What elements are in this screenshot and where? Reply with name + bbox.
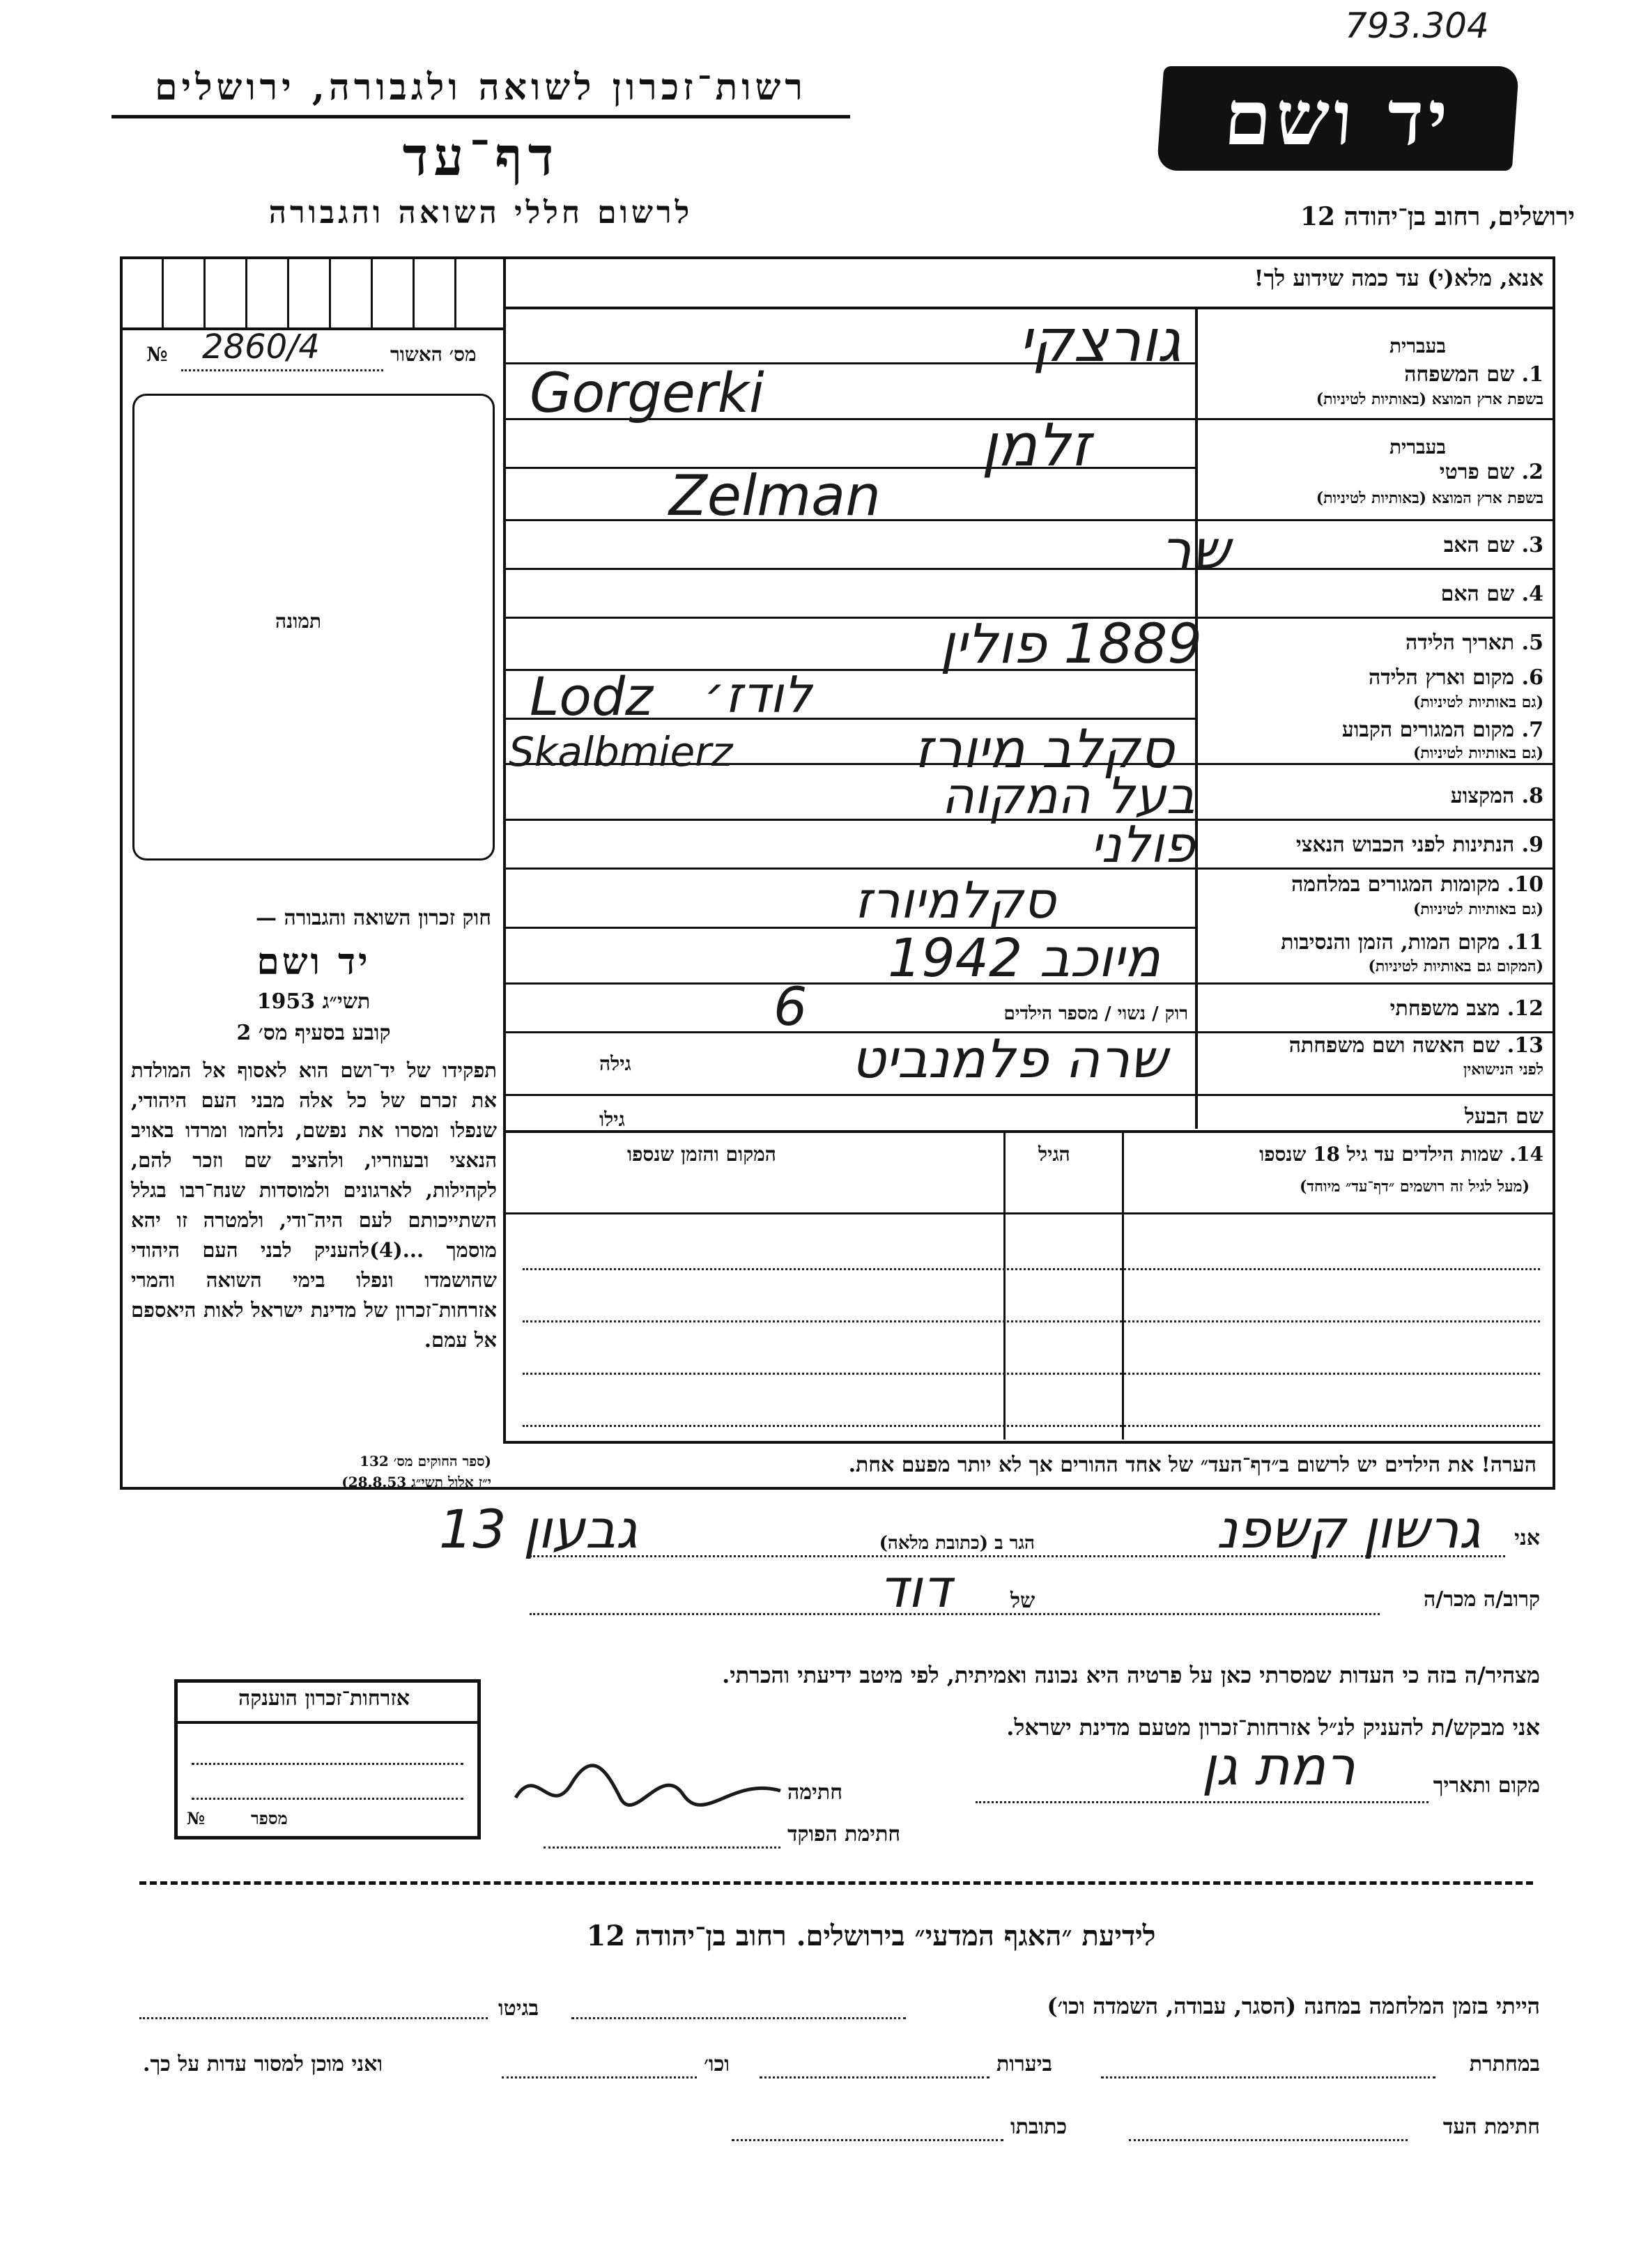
citizenship-dots [192,1763,463,1765]
etc-dots [502,2076,697,2078]
declaration-request: אני מבקש/ת להעניק לנ״ל אזרחות־זכרון מטעם מדינת ישראל. [1006,1714,1540,1741]
tick [454,259,456,327]
field-13-value: שרה פלמנביט [851,1028,1167,1090]
field-2-value-heb: זלמן [981,411,1091,479]
footer-forests: ביערות [996,2052,1053,2076]
header-address: ירושלים, רחוב בן־יהודה 12 [1300,202,1575,231]
field-7-sub: (גם באותיות לטיניות) [1412,744,1543,762]
children-bottom-rule [503,1441,1555,1444]
field-2-value-lat: Zelman [669,463,881,528]
footer-title: לידיעת ״האגף המדעי״ בירושלים. רחוב בן־יהודה 12 [586,1920,1156,1952]
field-12-label: 12. מצב משפחתי [1389,996,1543,1021]
ghetto-dots [139,2017,488,2019]
field-9-label: 9. הנתינות לפני הכבוש הנאצי [1295,833,1543,857]
field-7-value-lat: Skalbmierz [509,728,733,776]
photo-label: תמונה [275,610,322,633]
field-6-value-lat: Lodz [530,665,653,727]
field-8-label: 8. המקצוע [1450,784,1543,808]
place-date-label: מקום ותאריך [1433,1773,1540,1798]
footer-witness-sig: חתימת העד [1442,2115,1540,2139]
field-9-value: פולני [1090,815,1195,874]
field-1-sub: בשפת ארץ המוצא (באותיות לטיניות) [1316,390,1543,408]
field-6-sub: (גם באותיות לטיניות) [1412,693,1543,711]
approval-label: מס׳ האשור [390,343,477,366]
law-year: תשי״ג 1953 [256,989,371,1014]
footer-ready: ואני מוכן למסור עדות על כך. [143,2052,383,2076]
citizenship-box-rule [178,1721,477,1724]
value-line [506,568,1195,570]
field-6-label: 6. מקום וארץ הלידה [1368,665,1543,690]
signature-label: חתימה [787,1780,842,1805]
children-place-header: המקום והזמן שנספו [627,1143,776,1166]
tick [371,259,373,327]
tick [245,259,247,327]
children-row [523,1268,1540,1270]
row-rule [1195,1094,1555,1096]
relative-label: קרוב/ה מכר/ה [1424,1587,1540,1612]
yad-vashem-logo [1157,66,1519,171]
row-rule [1195,867,1555,870]
footer-etc: וכו׳ [704,2052,730,2076]
law-title: חוק זכרון השואה והגבורה — [256,906,491,930]
citizenship-number-label: מספר [251,1808,288,1828]
field-5-label: 5. תאריך הלידה [1406,631,1543,655]
field-10-sub: (גם באותיות לטיניות) [1412,900,1543,918]
field-4-label: 4. שם האם [1440,582,1543,606]
field-1-label: 1. שם המשפחה [1404,362,1543,387]
tick [287,259,289,327]
children-col-divider-1 [1122,1133,1124,1440]
of-value: דוד [879,1557,951,1619]
label-column-divider [1195,307,1198,1129]
row-rule [1195,617,1555,619]
tick [413,259,415,327]
declarant-label: אני [1514,1526,1540,1550]
forests-dots [760,2076,989,2078]
footer-underground: במחתרת [1469,2052,1540,2076]
officer-signature-label: חתימת הפוקד [787,1822,901,1846]
tick [329,259,331,327]
underground-dots [1101,2076,1435,2078]
page-title: דף־עד [402,125,560,187]
children-row [523,1320,1540,1322]
approval-no-prefix: № [146,343,168,366]
field-2-heb-tag: בעברית [1389,435,1446,458]
of-label: של [1010,1589,1035,1613]
law-name: יד ושם [256,941,371,983]
children-left-border [503,1130,506,1444]
footer-ghetto: בגיטו [498,1996,539,2021]
field-1-heb-tag: בעברית [1389,334,1446,357]
field-13-sub: לפני הנישואין [1463,1060,1543,1079]
citizenship-box-title: אזרחות־זכרון הוענקה [238,1686,410,1711]
row-rule [1195,982,1555,985]
children-row [523,1373,1540,1375]
footer-address: כתובתו [1010,2115,1068,2139]
row-rule [1195,763,1555,765]
field-11-sub: (המקום גם באותיות לטיניות) [1368,957,1543,975]
children-age-header: הגיל [1038,1143,1070,1166]
value-line [506,1094,1195,1096]
tick [162,259,164,327]
field-3-value: שר [1160,519,1230,582]
field-1-value-heb: גורצקי [1018,307,1181,375]
signature-scribble [509,1756,787,1819]
field-13-label: 13. שם האשה ושם משפחתה [1288,1033,1543,1058]
husband-age-label: גילו [599,1108,625,1131]
field-2-label: 2. שם פרטי [1439,460,1543,484]
row-rule [1195,418,1555,420]
field-10-label: 10. מקומות המגורים במלחמה [1291,872,1543,897]
page-subtitle: לרשום חללי השואה והגבורה [268,195,693,231]
field-10-value: סקלמיורז [854,871,1056,929]
address-value: גבעון 13 [438,1498,638,1560]
left-column-divider [503,259,506,1130]
field-5-value: 1889 פולין [939,613,1202,676]
field-12-options: רוק / נשוי / מספר הילדים [1003,1003,1188,1024]
field-8-value: בעל המקוה [941,766,1195,825]
approval-number: 2860/4 [202,327,320,367]
camp-dots [571,2017,906,2019]
field-3-label: 3. שם האב [1443,533,1543,557]
section-14-top [503,1130,1555,1133]
field-11-value: מיוכב 1942 [887,927,1160,989]
declarant-value: גרשון קשפנ [1216,1498,1481,1560]
place-date-dots [976,1801,1428,1803]
field-2-sub: בשפת ארץ המוצא (באותיות לטיניות) [1316,489,1543,507]
law-clause: קובע בסעיף מס׳ 2 [236,1021,391,1045]
declarant-dots [530,1555,1505,1557]
children-row [523,1425,1540,1427]
instruction: אנא, מלא(י) עד כמה שידוע לך! [1254,265,1543,291]
place-date-value: רמת גן [1201,1735,1355,1797]
field-1-value-lat: Gorgerki [530,362,764,425]
address-dots [732,2139,1003,2141]
law-source: (ספר החוקים מס׳ 132 [360,1453,491,1469]
field-11-label: 11. מקום המות, הזמן והנסיבות [1281,930,1543,955]
husband-label: שם הבעל [1464,1104,1543,1129]
law-body: תפקידו של יד־ושם הוא לאסוף אל המולדת את זכרם של כל אלה מבני העם היהודי, שנפלו ומסרו את נפשם, נלחמו ומרדו באויב הנאצי ובעוזריו, ולהציב שם וזכר להם, לקהילות, לארגונים ולמוסדות שנח־רבו בגלל השתייכותם לעם היה־ודי, ולמטרה זו יהא מוסמך ...(4)להעניק לבני העם היהודי שהושמדו ונפלו בימי השואה והמרי אזרחות־זכרון של מדינת ישראל לאות היאספם אל עמם. [131,1058,497,1352]
address-label: הגר ב (כתובת מלאה) [879,1533,1035,1554]
footer-divider [139,1881,1533,1885]
row-rule [1195,819,1555,821]
footer-camp-line: הייתי בזמן המלחמה במחנה (הסגר, עבודה, השמדה וכו׳) [1047,1993,1540,2019]
children-col-divider-2 [1003,1133,1006,1440]
logo-text: יד ושם [1221,75,1455,162]
field-13-age-label: גילה [599,1052,631,1075]
tick [203,259,206,327]
witness-dots [1129,2139,1408,2141]
officer-dots [544,1846,780,1849]
field-12-value: 6 [773,975,808,1037]
children-note: הערה! את הילדים יש לרשום ב״דף־העד״ של אחד ההורים אך לא יותר מפעם אחת. [848,1453,1537,1477]
field-14-sub: (מעל לגיל זה רושמים ״דף־עד״ מיוחד) [1299,1178,1530,1196]
header-rule [111,115,850,118]
citizenship-number-prefix: № [187,1808,206,1828]
declaration-statement: מצהיר/ה בזה כי העדות שמסרתי כאן על פרטיה היא נכונה ואמיתית, לפי מיטב ידיעתי והכרתי. [722,1662,1540,1688]
row-rule [1195,519,1555,521]
field-14-label: 14. שמות הילדים עד גיל 18 שנספו [1259,1143,1543,1166]
row-rule [1195,568,1555,570]
field-6-value-heb: לודז׳ [704,665,812,724]
authority-name: רשות־זכרון לשואה ולגבורה, ירושלים [155,66,807,109]
relative-dots [530,1613,1380,1615]
law-source-date: י״ז אלול תשי״ג 28.8.53) [341,1474,491,1490]
field-7-value-heb: סקלב מיורז [914,718,1174,780]
field-7-label: 7. מקום המגורים הקבוע [1341,718,1543,742]
children-header-rule [503,1212,1555,1214]
archive-number: 793.304 [1345,6,1489,46]
approval-dots [181,369,383,371]
citizenship-dots [192,1798,463,1800]
